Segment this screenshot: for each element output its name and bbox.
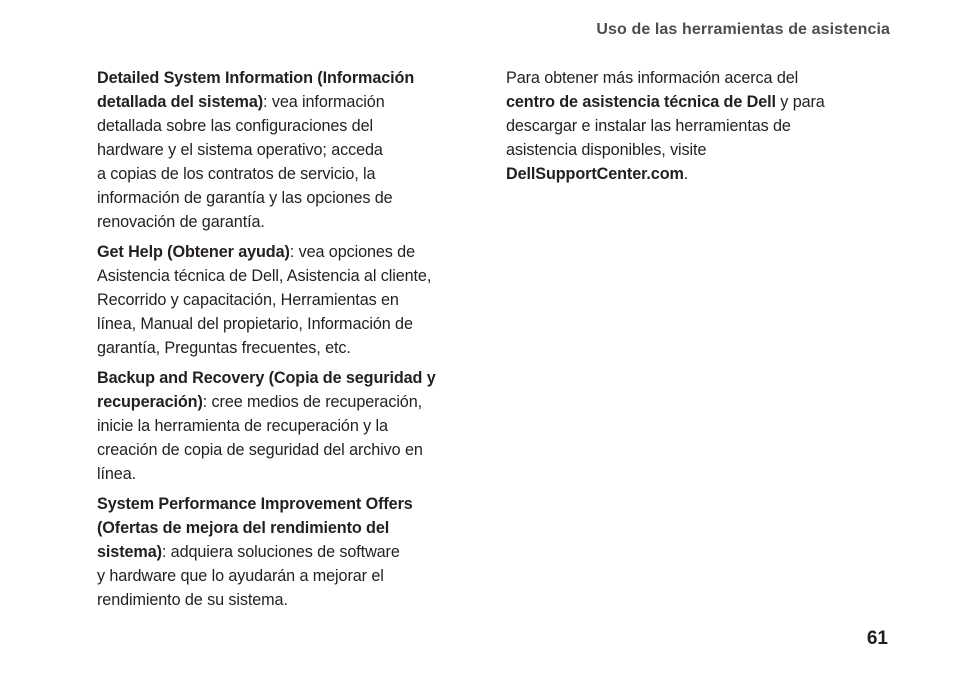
support-text-2: y para descargar e instalar las herramientas de asistencia disponibles, visite <box>506 93 825 159</box>
paragraph-dell-support-center <box>506 66 866 186</box>
paragraph-performance-offers <box>97 492 492 612</box>
support-center-link[interactable]: DellSupportCenter.com <box>506 165 684 183</box>
term-performance-offers: System Performance Improvement Offers (Ofertas de mejora del rendimiento del sistema) <box>97 495 413 561</box>
term-detailed-system-information: Detailed System Information (Información detallada del sistema) <box>97 69 415 111</box>
desc-get-help: : vea opciones de Asistencia técnica de Dell, Asistencia al cliente, Recorrido y capacitación, Herramientas en línea, Manual del propietario, Información de garantía, Preguntas frecuentes, etc. <box>97 243 432 357</box>
right-column <box>506 66 866 192</box>
paragraph-get-help <box>97 240 492 360</box>
term-backup-recovery: Backup and Recovery (Copia de seguridad y recuperación) <box>97 369 436 411</box>
term-get-help: Get Help (Obtener ayuda) <box>97 243 290 261</box>
page-number: 61 <box>866 628 888 649</box>
running-header: Uso de las herramientas de asistencia <box>596 21 890 38</box>
support-text-3: . <box>683 165 689 183</box>
support-center-term: centro de asistencia técnica de Dell <box>506 93 776 111</box>
left-column <box>97 66 492 618</box>
paragraph-detailed-system-information <box>97 66 492 234</box>
desc-performance-offers: : adquiera soluciones de software y hardware que lo ayudarán a mejorar el rendimiento de su sistema. <box>97 543 400 609</box>
desc-backup-recovery: : cree medios de recuperación, inicie la herramienta de recuperación y la creación de copia de seguridad del archivo en línea. <box>97 393 423 483</box>
support-text-1: Para obtener más información acerca del <box>506 69 799 87</box>
desc-detailed-system-information: : vea información detallada sobre las configuraciones del hardware y el sistema operativo; acceda a copias de los contratos de servicio, la información de garantía y las opciones de renovación de garantía. <box>97 93 393 231</box>
paragraph-backup-recovery <box>97 366 492 486</box>
